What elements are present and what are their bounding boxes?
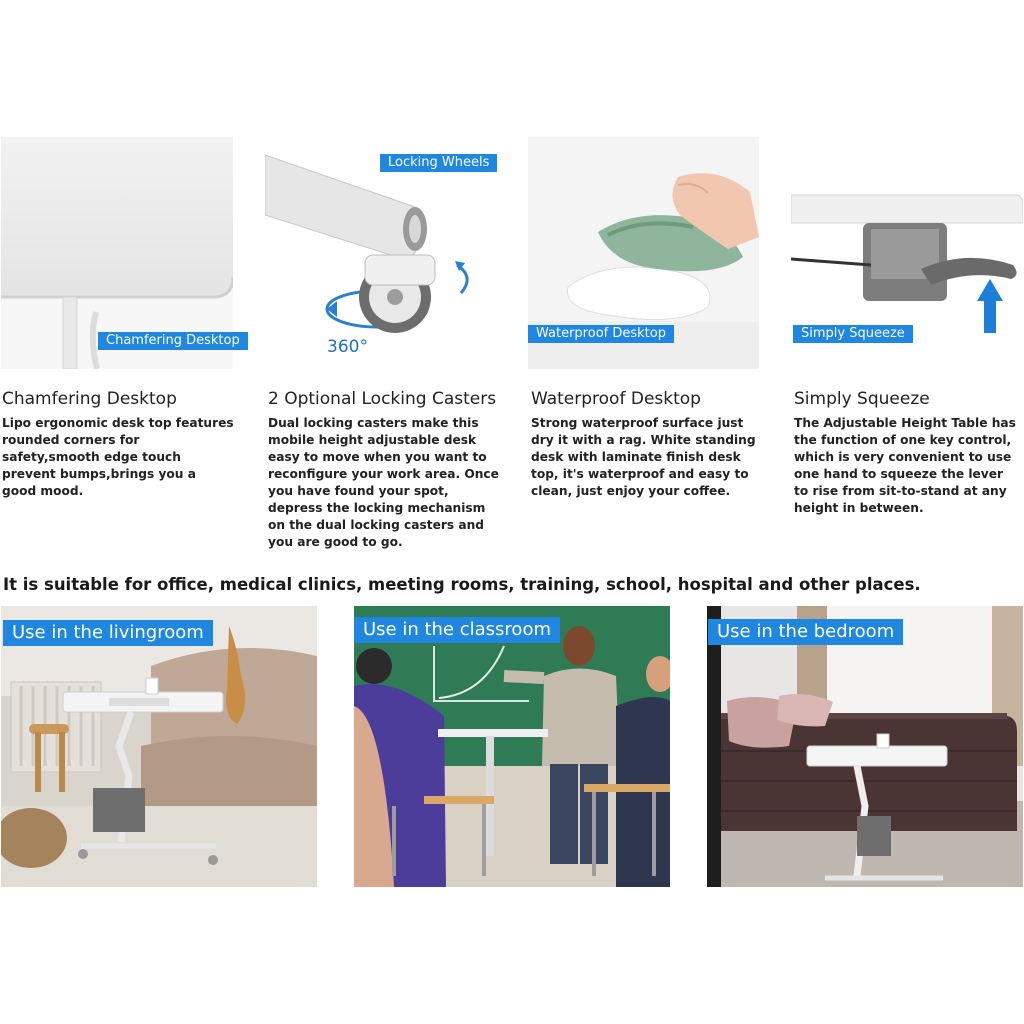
scene-tag-livingroom: Use in the livingroom (3, 620, 213, 646)
feature-desc-squeeze: The Adjustable Height Table has the function of one key control, which is very convenient to use one hand to squeeze the lever to rise from sit-to-stand at any height in between. (794, 416, 1016, 515)
rotation-360-label: 360° (327, 337, 368, 357)
feature-tag-squeeze: Simply Squeeze (793, 325, 913, 343)
feature-desc-waterproof: Strong waterproof surface just dry it with a rag. White standing desk with laminate finish desk top, it's waterproof and easy to clean, just enjoy your coffee. (531, 416, 756, 498)
feature-tag-chamfering: Chamfering Desktop (98, 332, 248, 350)
feature-desc-chamfering: Lipo ergonomic desk top features rounded corners for safety,smooth edge touch prevent bumps,brings you a good mood. (2, 416, 234, 498)
feature-desc-locking-casters: Dual locking casters make this mobile height adjustable desk easy to move when you want to reconfigure your work area. Once you have found your spot, depress the locking mechanism on the dual locking casters and you are good to go. (268, 416, 499, 549)
feature-tag-waterproof: Waterproof Desktop (528, 325, 674, 343)
scene-tag-bedroom: Use in the bedroom (708, 619, 903, 645)
scene-image-classroom (354, 606, 670, 887)
usage-headline: It is suitable for office, medical clinics, meeting rooms, training, school, hospital and other places. (3, 575, 921, 594)
scene-image-livingroom (1, 606, 317, 887)
scene-tag-classroom: Use in the classroom (354, 617, 560, 643)
feature-title-waterproof: Waterproof Desktop (531, 389, 701, 409)
feature-title-chamfering: Chamfering Desktop (2, 389, 177, 409)
scene-image-bedroom (707, 606, 1023, 887)
feature-title-squeeze: Simply Squeeze (794, 389, 930, 409)
feature-title-locking-casters: 2 Optional Locking Casters (268, 389, 497, 409)
feature-tag-locking-wheels: Locking Wheels (380, 154, 497, 172)
